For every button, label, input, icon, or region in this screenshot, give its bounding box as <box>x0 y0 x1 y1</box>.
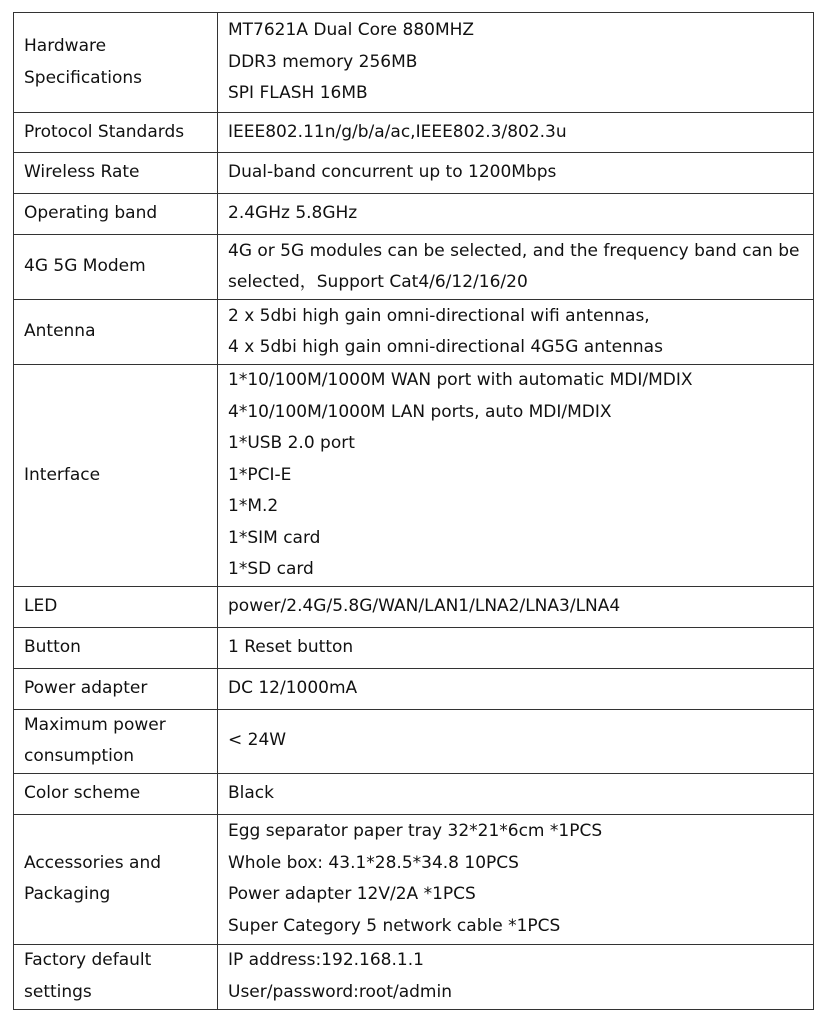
table-row <box>14 300 814 365</box>
row-label-interface: Interface <box>14 365 218 587</box>
value-line: Whole box: 43.1*28.5*34.8 10PCS <box>228 852 519 873</box>
value-line: MT7621A Dual Core 880MHZ <box>228 20 475 41</box>
row-value-modem <box>218 235 814 300</box>
row-value-power-adapter <box>218 668 814 709</box>
table-row <box>14 627 814 668</box>
row-value-protocol <box>218 113 814 153</box>
table-row <box>14 194 814 235</box>
value-line: 4 x 5dbi high gain omni-directional 4G5G antennas <box>228 337 663 357</box>
row-label-color-scheme: Color scheme <box>14 773 218 814</box>
value-line: Super Category 5 network cable *1PCS <box>228 915 561 936</box>
value-line: 1*10/100M/1000M WAN port with automatic MDI/MDIX <box>228 370 693 390</box>
value-line: SPI FLASH 16MB <box>228 83 368 104</box>
value-line: power/2.4G/5.8G/WAN/LAN1/LNA2/LNA3/LNA4 <box>228 595 621 616</box>
value-line: < 24W <box>228 730 287 751</box>
table-row <box>14 113 814 153</box>
row-label-factory-default: Factory default settings <box>14 944 218 1009</box>
value-line: IP address:192.168.1.1 <box>228 950 424 970</box>
row-value-accessories <box>218 814 814 944</box>
row-label-power-adapter: Power adapter <box>14 668 218 709</box>
value-line: 1*PCI-E <box>228 464 292 485</box>
table-row <box>14 944 814 1009</box>
row-value-antenna <box>218 300 814 365</box>
row-value-hardware <box>218 13 814 113</box>
table-row <box>14 235 814 300</box>
value-line: Power adapter 12V/2A *1PCS <box>228 884 476 904</box>
row-label-antenna: Antenna <box>14 300 218 365</box>
row-label-button: Button <box>14 627 218 668</box>
value-line: 1*M.2 <box>228 496 279 516</box>
value-line: 1*SD card <box>228 559 314 579</box>
table-row <box>14 814 814 944</box>
value-line: User/password:root/admin <box>228 981 452 1002</box>
row-value-button <box>218 627 814 668</box>
row-label-max-power: Maximum power consumption <box>14 709 218 773</box>
value-line: 1*SIM card <box>228 527 321 548</box>
table-row <box>14 668 814 709</box>
value-line: DC 12/1000mA <box>228 677 358 698</box>
value-line: Black <box>228 782 274 803</box>
row-label-operating-band: Operating band <box>14 194 218 235</box>
row-label-protocol: Protocol Standards <box>14 113 218 153</box>
table-row <box>14 773 814 814</box>
value-line: 1*USB 2.0 port <box>228 433 355 453</box>
value-line: Dual-band concurrent up to 1200Mbps <box>228 162 557 183</box>
row-label-modem: 4G 5G Modem <box>14 235 218 300</box>
row-value-max-power <box>218 709 814 773</box>
value-line: 1 Reset button <box>228 636 354 657</box>
table-row <box>14 365 814 587</box>
row-label-led: LED <box>14 586 218 627</box>
row-value-operating-band <box>218 194 814 235</box>
value-line: 4G or 5G modules can be selected, and the frequency band can be selected，Support Cat4/6/12/16/20 <box>228 240 800 292</box>
value-line: 2 x 5dbi high gain omni-directional wifi antennas, <box>228 305 650 326</box>
row-value-factory-default <box>218 944 814 1009</box>
row-label-hardware: Hardware Specifications <box>14 13 218 113</box>
value-line: 2.4GHz 5.8GHz <box>228 203 358 224</box>
row-label-accessories: Accessories and Packaging <box>14 814 218 944</box>
value-line: 4*10/100M/1000M LAN ports, auto MDI/MDIX <box>228 401 612 422</box>
row-value-interface <box>218 365 814 587</box>
value-line: DDR3 memory 256MB <box>228 51 418 72</box>
row-label-wireless-rate: Wireless Rate <box>14 153 218 194</box>
row-value-color-scheme <box>218 773 814 814</box>
spec-table <box>13 12 814 1010</box>
row-value-led <box>218 586 814 627</box>
table-row <box>14 13 814 113</box>
table-row <box>14 153 814 194</box>
table-row <box>14 586 814 627</box>
row-value-wireless-rate <box>218 153 814 194</box>
table-row <box>14 709 814 773</box>
value-line: Egg separator paper tray 32*21*6cm *1PCS <box>228 821 603 841</box>
value-line: IEEE802.11n/g/b/a/ac,IEEE802.3/802.3u <box>228 121 567 142</box>
